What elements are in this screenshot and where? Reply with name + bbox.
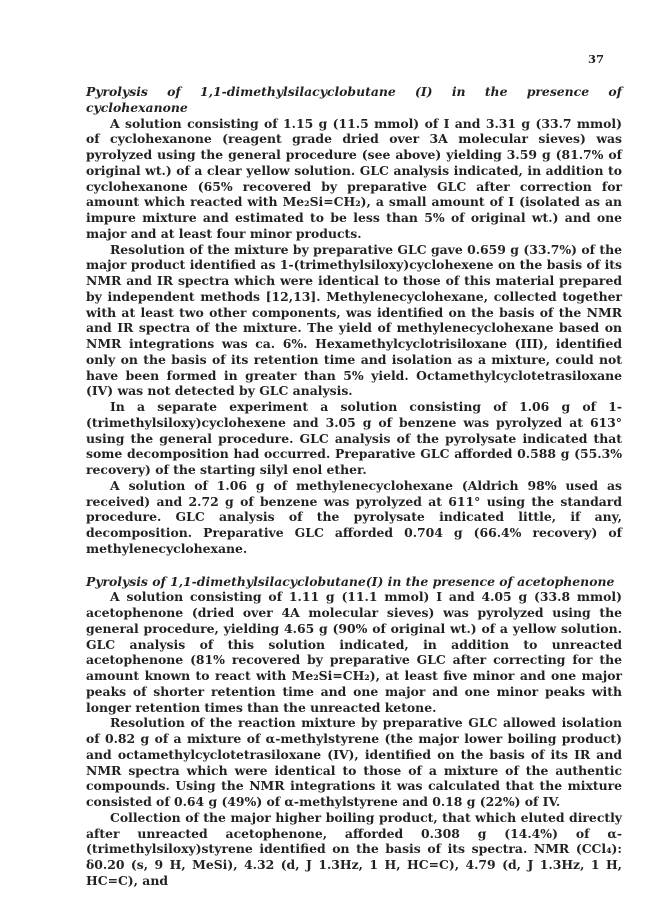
section-heading-acetophenone: Pyrolysis of 1,1-dimethylsilacyclobutane(I) in the presence of acetophenone	[86, 573, 615, 589]
article-body	[86, 84, 622, 889]
paragraph: Resolution of the mixture by preparative GLC gave 0.659 g (33.7%) of the major product identified as 1-(trimethylsiloxy)cyclohexene on the basis of its NMR and IR spectra which were identical to those of this material prepared by independent methods [12,13]. Methylenecyclohexane, collected together with at least two other components, was identified on the basis of the NMR and IR spectra of the mixture. The yield of methylenecyclohexane based on NMR integrations was ca. 6%. Hexamethylcyclotrisiloxane (III), identified only on the basis of its retention time and isolation as a mixture, could not have been formed in greater than 5% yield. Octamethylcyclotetrasiloxane (IV) was not detected by GLC analysis.	[86, 241, 622, 399]
page-number: 37	[587, 52, 604, 66]
paragraph: A solution consisting of 1.15 g (11.5 mmol) of I and 3.31 g (33.7 mmol) of cyclohexanone (reagent grade dried over 3A molecular sieves) was pyrolyzed using the general procedure (see above) yielding 3.59 g (81.7% of original wt.) of a clear yellow solution. GLC analysis indicated, in addition to cyclohexanone (65% recovered by preparative GLC after correction for amount which reacted with Me₂Si=CH₂), a small amount of I (isolated as an impure mixture and estimated to be less than 5% of original wt.) and one major and at least four minor products.	[86, 115, 622, 241]
section-heading-cyclohexanone: Pyrolysis of 1,1-dimethylsilacyclobutane (I) in the presence of cyclohexanone	[86, 84, 622, 115]
paragraph: A solution of 1.06 g of methylenecyclohexane (Aldrich 98% used as received) and 2.72 g of benzene was pyrolyzed at 611° using the standard procedure. GLC analysis of the pyrolysate indicated little, if any, decomposition. Preparative GLC afforded 0.704 g (66.4% recovery) of methylenecyclohexane.	[86, 477, 622, 556]
paragraph: In a separate experiment a solution consisting of 1.06 g of 1-(trimethylsiloxy)cyclohexene and 3.05 g of benzene was pyrolyzed at 613° using the general procedure. GLC analysis of the pyrolysate indicated that some decomposition had occurred. Preparative GLC afforded 0.588 g (55.3% recovery) of the starting silyl enol ether.	[86, 399, 622, 477]
paragraph: Collection of the major higher boiling product, that which eluted directly after unreacted acetophenone, afforded 0.308 g (14.4%) of α-(trimethylsiloxy)styrene identified on the basis of its spectra. NMR (CCl₄): δ0.20 (s, 9 H, MeSi), 4.32 (d, J 1.3Hz, 1 H, HC=C), 4.79 (d, J 1.3Hz, 1 H, HC=C), and	[86, 809, 622, 888]
paragraph: Resolution of the reaction mixture by preparative GLC allowed isolation of 0.82 g of a mixture of α-methylstyrene (the major lower boiling product) and octamethylcyclotetrasiloxane (IV), identified on the basis of its IR and NMR spectra which were identical to those of a mixture of the authentic compounds. Using the NMR integrations it was calculated that the mixture consisted of 0.64 g (49%) of α-methylstyrene and 0.18 g (22%) of IV.	[86, 715, 622, 809]
paragraph: A solution consisting of 1.11 g (11.1 mmol) I and 4.05 g (33.8 mmol) acetophenone (dried over 4A molecular sieves) was pyrolyzed using the general procedure, yielding 4.65 g (90% of original wt.) of a yellow solution. GLC analysis of this solution indicated, in addition to unreacted acetophenone (81% recovered by preparative GLC after correcting for the amount known to react with Me₂Si=CH₂), at least five minor and one major peaks of shorter retention time and one major and one minor peaks with longer retention times than the unreacted ketone.	[86, 589, 622, 715]
